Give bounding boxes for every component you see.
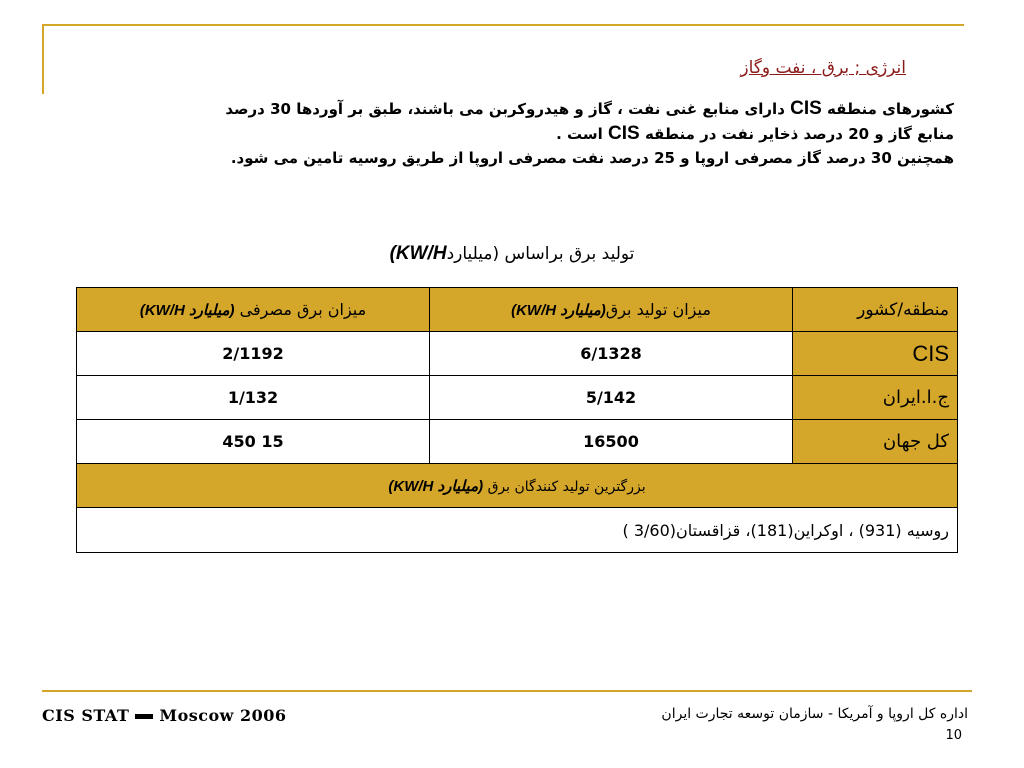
producers-header: [77, 464, 958, 508]
paragraph-line-1-cis: CIS: [790, 98, 822, 119]
table-caption: [0, 243, 1024, 265]
row-production: 16500: [430, 420, 793, 464]
row-production: 5/142: [430, 376, 793, 420]
left-divider: [42, 24, 44, 94]
intro-paragraph: [194, 96, 954, 171]
table-row: [77, 332, 958, 376]
table-row: [77, 376, 958, 420]
paragraph-line-2: [194, 121, 954, 146]
paragraph-line-1-start: کشورهای منطقه: [827, 100, 954, 118]
table-header-row: [77, 288, 958, 332]
producers-header-label: بزرگترین تولید کنندگان برق: [487, 478, 646, 495]
header-region: منطقه/کشور: [793, 288, 958, 332]
row-region: CIS: [793, 332, 958, 376]
producers-value: روسیه (931) ، اوکراین(181)، قزاقستان(3/60 ): [77, 508, 958, 553]
header-consumption: [77, 288, 430, 332]
table-caption-text: تولید برق براساس (میلیارد: [446, 244, 635, 264]
footer-dash: [135, 714, 153, 719]
table-row: [77, 420, 958, 464]
footer-event-name: CIS STAT: [42, 706, 130, 725]
row-consumption: 15 450: [77, 420, 430, 464]
slide-title: انرژی ; برق ، نفت وگاز: [740, 58, 906, 78]
paragraph-line-2-end: است .: [556, 125, 603, 143]
paragraph-line-1-end: دارای منابع غنی نفت ، گاز و هیدروکربن می باشند، طبق بر آوردها 30 درصد: [225, 100, 785, 118]
header-production: [430, 288, 793, 332]
footer-organization: اداره کل اروپا و آمریکا - سازمان توسعه تجارت ایران: [661, 706, 968, 722]
producers-header-row: [77, 464, 958, 508]
row-consumption: 2/1192: [77, 332, 430, 376]
row-production: 6/1328: [430, 332, 793, 376]
footer-event-label: [42, 706, 287, 725]
producers-value-row: [77, 508, 958, 553]
bottom-divider: [42, 690, 972, 692]
paragraph-line-1: [194, 96, 954, 121]
header-production-unit: (میلیارد KW/H): [511, 302, 606, 319]
row-region: کل جهان: [793, 420, 958, 464]
producers-header-unit: (میلیارد KW/H): [388, 477, 484, 495]
header-production-label: میزان تولید برق: [605, 300, 711, 319]
top-divider: [42, 24, 964, 26]
row-consumption: 1/132: [77, 376, 430, 420]
paragraph-line-3: همچنین 30 درصد گاز مصرفی اروپا و 25 درصد نفت مصرفی اروپا از طریق روسیه تامین می شود.: [230, 149, 954, 167]
header-consumption-unit: (میلیارد KW/H): [139, 302, 235, 319]
paragraph-line-2-start: منابع گاز و 20 درصد ذخایر نفت در منطقه: [644, 125, 954, 143]
paragraph-line-2-cis: CIS: [608, 123, 640, 144]
footer-event-place: Moscow 2006: [159, 706, 287, 725]
table-caption-unit: KW/H): [389, 243, 447, 264]
header-consumption-label: میزان برق مصرفی: [239, 300, 367, 319]
electricity-table: [76, 287, 958, 553]
page-number: 10: [945, 728, 962, 743]
row-region: ج.ا.ایران: [793, 376, 958, 420]
